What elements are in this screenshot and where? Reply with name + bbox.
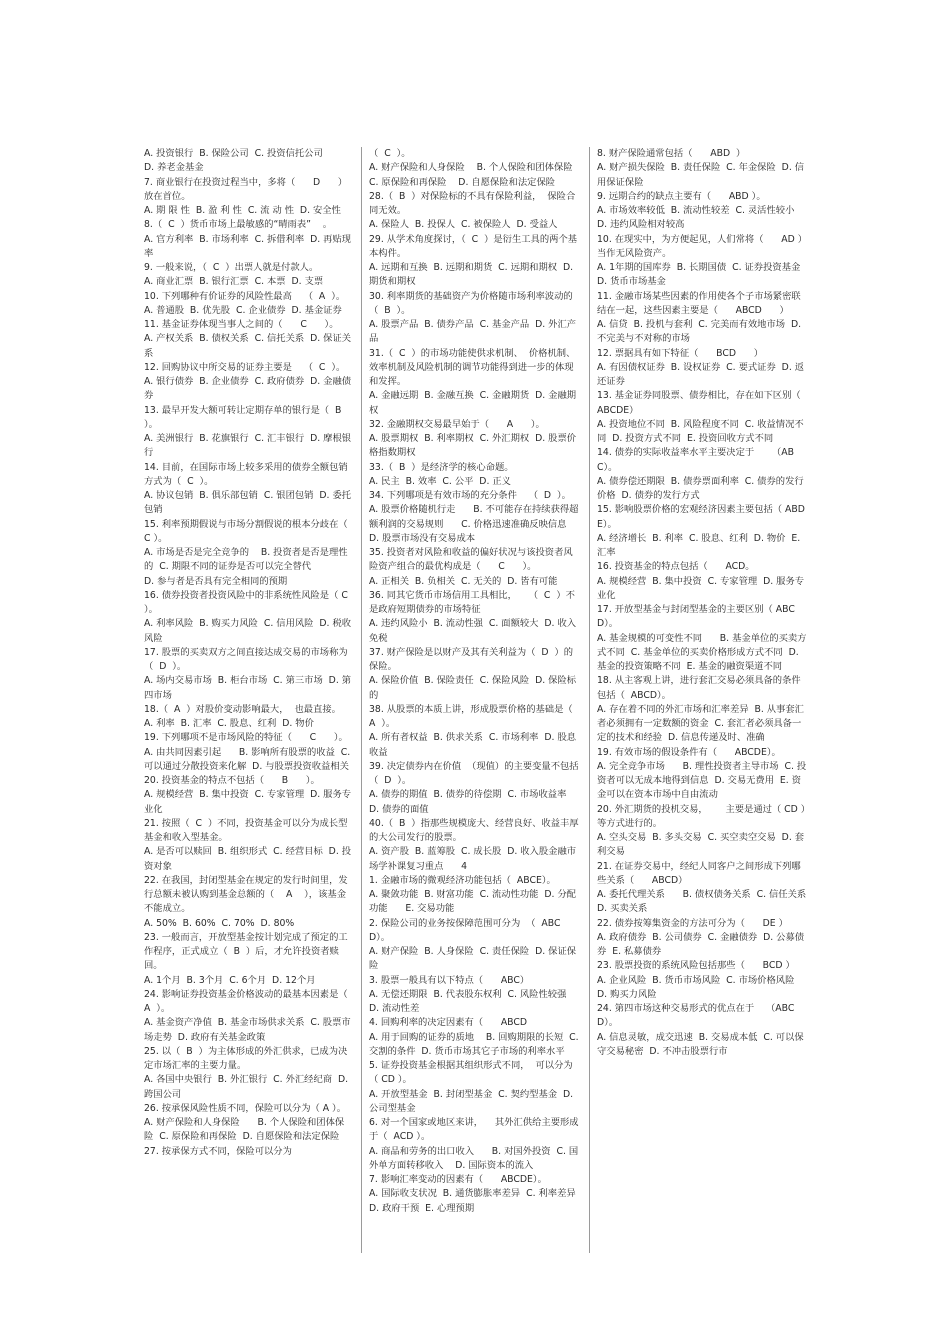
text-line: A. 远期和互换 B. 远期和期货 C. 远期和期权 D. 期货和期权 xyxy=(369,262,577,288)
text-line: A. 利率 B. 汇率 C. 股息、红利 D. 物价 xyxy=(144,718,314,729)
text-line: 33.（ B ）是经济学的核心命题。 xyxy=(369,461,514,473)
text-line: A. 无偿还期限 B. 代表股东权利 C. 风险性较强 D. 流动性差 xyxy=(369,988,573,1014)
text-line: 11. 金融市场某些因素的作用使各个子市场紧密联结在一起，这些因素主要是（ ABCD ） xyxy=(597,290,801,316)
text-column-2 xyxy=(369,147,582,1216)
text-line: 24. 影响证券投资基金价格波动的最基本因素是（ A ）。 xyxy=(144,988,354,1014)
text-line: A. 民主 B. 效率 C. 公平 D. 正义 xyxy=(369,475,511,487)
text-line: 30. 利率期货的基础资产为价格随市场利率波动的（ B ）。 xyxy=(369,290,573,316)
text-line: A. 由共同因素引起 B. 影响所有股票的收益 C. 可以通过分散投资来化解 D. 与股票投资收益相关 xyxy=(144,746,354,772)
text-line: A. 存在着不同的外汇市场和汇率差异 B. 从事套汇者必须拥有一定数额的资金 C. 套汇者必须具备一定的技术和经验 D. 信息传递及时、准确 xyxy=(597,703,804,744)
text-line: A. 商业汇票 B. 银行汇票 C. 本票 D. 支票 xyxy=(144,276,324,288)
text-line: A. 信息灵敏，成交迅速 B. 交易成本低 C. 可以保守交易秘密 D. 不冲击股票行市 xyxy=(597,1031,804,1057)
text-line: 10. 下列哪种有价证券的风险性最高 （ A ）。 xyxy=(144,290,346,302)
text-line: A. 有因债权证券 B. 设权证券 C. 要式证券 D. 返还证券 xyxy=(597,361,805,387)
text-line: 17. 开放型基金与封闭型基金的主要区别（ ABCD）。 xyxy=(597,604,795,630)
text-column-3 xyxy=(597,147,813,1059)
text-line: （ C ）。 xyxy=(369,148,411,159)
text-line: A. 金融远期 B. 金融互换 C. 金融期货 D. 金融期权 xyxy=(369,390,577,416)
text-line: A. 美洲银行 B. 花旗银行 C. 汇丰银行 D. 摩根银行 xyxy=(144,433,352,459)
text-line: 15. 利率预期假说与市场分割假说的根本分歧在（ C ）。 xyxy=(144,518,351,544)
text-line: 39. 决定债券内在价值 （现值）的主要变量不包括（ D ）。 xyxy=(369,760,579,786)
text-line: A. 50% B. 60% C. 70% D. 80% xyxy=(144,917,295,929)
text-line: 12. 回购协议中所交易的证券主要是 （ C ）。 xyxy=(144,361,346,373)
text-line: A. 完全竞争市场 B. 理性投资者主导市场 C. 投资者可以无成本地得到信息 D. 交易无费用 E. 资金可以在资本市场中自由流动 xyxy=(597,760,807,801)
text-line: 5. 证券投资基金根据其组织形式不同， 可以分为（ CD ）。 xyxy=(369,1060,573,1086)
text-line: 13. 最早开发大额可转让定期存单的银行是（ B ）。 xyxy=(144,404,348,430)
text-line: 6. 对一个国家或地区来讲， 其外汇供给主要形成于（ ACD ）。 xyxy=(369,1117,579,1143)
text-line: A. 利率风险 B. 购买力风险 C. 信用风险 D. 税收风险 xyxy=(144,618,352,644)
column-divider xyxy=(589,147,590,1253)
text-line: 23. 股票投资的系统风险包括那些（ BCD ） xyxy=(597,960,795,972)
text-line: 16. 投资基金的特点包括（ ACD。 xyxy=(597,561,755,573)
text-line: 25. 以（ B ）为主体形成的外汇供求，已成为决定市场汇率的主要力量。 xyxy=(144,1045,348,1071)
text-line: A. 开放型基金 B. 封闭型基金 C. 契约型基金 D. 公司型基金 xyxy=(369,1088,577,1114)
text-line: A. 银行债券 B. 企业债券 C. 政府债券 D. 金融债券 xyxy=(144,376,352,402)
text-line: A. 商品和劳务的出口收入 B. 对国外投资 C. 国外单方面转移收入 D. 国际资本的流入 xyxy=(369,1145,579,1171)
text-line: A. 市场效率较低 B. 流动性较差 C. 灵活性较小 D. 违约风险相对较高 xyxy=(597,205,801,231)
text-line: A. 国际收支状况 B. 通货膨胀率差异 C. 利率差异 D. 政府干预 E. 心理预期 xyxy=(369,1188,582,1214)
text-line: 22. 债券按筹集资金的方法可分为（ DE ） xyxy=(597,917,788,929)
text-line: 36. 同其它货币市场信用工具相比， （ C ）不是政府短期债券的市场特征 xyxy=(369,589,575,615)
text-line: A. 财产保险和人身保险 B. 个人保险和团体保险 C. 原保险和再保险 D. 自愿保险和法定保险 xyxy=(144,1117,345,1143)
text-line: 37. 财产保险是以财产及其有关利益为（ D ）的保险。 xyxy=(369,646,574,672)
text-line: A. 基金规模的可变性不同 B. 基金单位的买卖方式不同 C. 基金单位的买卖价格形成方式不同 D. 基金的投资策略不同 E. 基金的融资渠道不同 xyxy=(597,632,807,672)
text-line: 14. 目前，在国际市场上较多采用的债券全额包销方式为（ C ）。 xyxy=(144,461,348,487)
text-line: A. 债券的期值 B. 债券的待偿期 C. 市场收益率 D. 债券的面值 xyxy=(369,789,573,815)
text-line: 14. 债券的实际收益率水平主要决定于 （ABC）。 xyxy=(597,447,794,473)
text-line: A. 所有者权益 B. 供求关系 C. 市场利率 D. 股息收益 xyxy=(369,732,577,758)
text-line: 9. 远期合约的缺点主要有（ ABD ）。 xyxy=(597,190,766,202)
text-line: 35. 投资者对风险和收益的偏好状况与该投资者风险资产组合的最优构成是（ C ）。 xyxy=(369,547,573,573)
text-line: A. 规模经营 B. 集中投资 C. 专家管理 D. 服务专业化 xyxy=(597,575,805,601)
text-line: A. 协议包销 B. 俱乐部包销 C. 银团包销 D. 委托包销 xyxy=(144,490,352,516)
text-line: A. 场内交易市场 B. 柜台市场 C. 第三市场 D. 第四市场 xyxy=(144,675,352,701)
text-line: 24. 第四市场这种交易形式的优点在于 （ABCD）。 xyxy=(597,1003,795,1029)
column-divider xyxy=(361,147,362,1253)
text-line: A. 企业风险 B. 货币市场风险 C. 市场价格风险 D. 购买力风险 xyxy=(597,974,801,1000)
text-line: A. 1个月 B. 3个月 C. 6个月 D. 12个月 xyxy=(144,974,316,986)
text-line: 19. 下列哪项不是市场风险的特征（ C ）。 xyxy=(144,732,348,744)
text-line: A. 1年期的国库券 B. 长期国债 C. 证券投资基金 D. 货币市场基金 xyxy=(597,262,807,288)
text-line: 34. 下列哪项是有效市场的充分条件 （ D ）。 xyxy=(369,490,571,501)
text-line: 23. 一般而言，开放型基金按计划完成了预定的工作程序，正式成立（ B ）后，才允许投资者赎回。 xyxy=(144,931,348,972)
text-line: A. 各国中央银行 B. 外汇银行 C. 外汇经纪商 D. 跨国公司 xyxy=(144,1074,352,1100)
text-line: 31.（ C ）的市场功能使供求机制、 价格机制、效率机制及风险机制的调节功能得到进一步的体现和发挥。 xyxy=(369,347,576,387)
text-line: A. 违约风险小 B. 流动性强 C. 面额较大 D. 收入免税 xyxy=(369,618,577,644)
text-line: 9. 一般来说，（ C ）出票人就是付款人。 xyxy=(144,262,319,273)
text-line: 19. 有效市场的假设条件有（ ABCDE）。 xyxy=(597,746,781,758)
text-line: 7. 商业银行在投资过程当中，多将（ D ）放在首位。 xyxy=(144,176,348,202)
text-line: 40.（ B ）指那些规模庞大、经营良好、收益丰厚的大公司发行的股票。 xyxy=(369,817,579,843)
text-line: D. 养老金基金 xyxy=(144,162,204,174)
text-line: A. 资产股 B. 蓝筹股 C. 成长股 D. 收入股金融市场学补课复习重点 4 xyxy=(369,846,577,872)
text-line: A. 财产保险 B. 人身保险 C. 责任保险 D. 保证保险 xyxy=(369,946,577,972)
text-line: A. 股票价格随机行走 B. 不可能存在持续获得超额利润的交易规则 C. 价格迅速准确反映信息 D. 股票市场没有交易成本 xyxy=(369,504,579,544)
text-line: 38. 从股票的本质上讲，形成股票价格的基础是（ A ）。 xyxy=(369,703,579,729)
text-line: 26. 按承保风险性质不同，保险可以分为（ A ）。 xyxy=(144,1102,347,1114)
text-line: A. 用于回购的证券的质地 B. 回购期限的长短 C. 交割的条件 D. 货币市场其它子市场的利率水平 xyxy=(369,1031,582,1057)
text-line: A. 股票期权 B. 利率期权 C. 外汇期权 D. 股票价格指数期权 xyxy=(369,433,577,459)
text-line: 10. 在现实中，为方便起见，人们常将（ AD ）当作无风险资产。 xyxy=(597,233,807,259)
text-line: 16. 债券投资者投资风险中的非系统性风险是（ C ）。 xyxy=(144,589,351,615)
text-line: 18.（ A ）对股价变动影响最大， 也最直接。 xyxy=(144,703,341,715)
text-line: 15. 影响股票价格的宏观经济因素主要包括（ ABDE）。 xyxy=(597,504,805,530)
text-line: A. 聚敛功能 B. 财富功能 C. 流动性功能 D. 分配功能 E. 交易功能 xyxy=(369,889,577,915)
text-line: 22. 在我国，封闭型基金在规定的发行时间里，发行总额未被认购到基金总额的（ A ），该基金不能成立。 xyxy=(144,874,348,915)
text-line: A. 保险人 B. 投保人 C. 被保险人 D. 受益人 xyxy=(369,219,558,231)
text-line: 1. 金融市场的微观经济功能包括（ ABCE）。 xyxy=(369,874,556,886)
text-line: A. 信贷 B. 投机与套利 C. 完美而有效地市场 D. 不完美与不对称的市场 xyxy=(597,319,805,345)
text-line: 27. 按承保方式不同，保险可以分为 xyxy=(144,1145,292,1157)
text-line: 21. 在证券交易中，经纪人同客户之间形成下列哪些关系（ ABCD） xyxy=(597,860,801,886)
text-line: A. 官方利率 B. 市场利率 C. 拆借利率 D. 再贴现率 xyxy=(144,233,352,259)
text-line: 32. 金融期权交易最早始于（ A ）。 xyxy=(369,418,545,430)
text-line: A. 普通股 B. 优先股 C. 企业债券 D. 基金证券 xyxy=(144,304,342,316)
text-line: 8.（ C ）货币市场上最敏感的“晴雨表” 。 xyxy=(144,219,333,231)
text-line: 13. 基金证券同股票、债券相比，存在如下区别（ ABCDE） xyxy=(597,390,804,416)
text-line: 21. 按照（ C ）不同，投资基金可以分为成长型基金和收入型基金。 xyxy=(144,817,348,843)
text-line: 28.（ B ）对保险标的不具有保险利益， 保险合同无效。 xyxy=(369,190,576,216)
text-line: A. 是否可以赎回 B. 组织形式 C. 经营目标 D. 投资对象 xyxy=(144,846,352,872)
text-line: A. 规模经营 B. 集中投资 C. 专家管理 D. 服务专业化 xyxy=(144,789,352,815)
text-line: 8. 财产保险通常包括（ ABD ） xyxy=(597,148,746,159)
text-line: 20. 投资基金的特点不包括（ B ）。 xyxy=(144,775,320,786)
text-line: 18. 从主客观上讲，进行套汇交易必须具备的条件包括（ ABCD）。 xyxy=(597,675,801,701)
text-line: 7. 影响汇率变动的因素有（ ABCDE）。 xyxy=(369,1174,547,1185)
text-line: A. 投资地位不同 B. 风险程度不同 C. 收益情况不同 D. 投资方式不同 E. 投资回收方式不同 xyxy=(597,418,804,444)
text-line: A. 政府债券 B. 公司债券 C. 金融债券 D. 公募债券 E. 私募债券 xyxy=(597,931,805,957)
text-column-1 xyxy=(144,147,352,1159)
text-line: A. 投资银行 B. 保险公司 C. 投资信托公司 xyxy=(144,148,323,159)
text-line: 4. 回购利率的决定因素有（ ABCD xyxy=(369,1017,528,1029)
text-line: A. 保险价值 B. 保险责任 C. 保险风险 D. 保险标的 xyxy=(369,675,577,701)
text-line: 3. 股票一般具有以下特点（ ABC） xyxy=(369,974,530,986)
text-line: A. 正相关 B. 负相关 C. 无关的 D. 皆有可能 xyxy=(369,575,558,587)
text-line: A. 产权关系 B. 债权关系 C. 信托关系 D. 保证关系 xyxy=(144,333,352,359)
text-line: A. 市场是否是完全竞争的 B. 投资者是否是理性的 C. 期限不同的证券是否可以完全替代 xyxy=(144,547,348,573)
text-line: 11. 基金证券体现当事人之间的（ C ）。 xyxy=(144,319,339,330)
text-line: A. 基金资产净值 B. 基金市场供求关系 C. 股票市场走势 D. 政府有关基金政策 xyxy=(144,1017,351,1043)
text-line: 17. 股票的买卖双方之间直接达成交易的市场称为（ D ）。 xyxy=(144,646,348,672)
text-line: D. 参与者是否具有完全相同的预期 xyxy=(144,575,288,587)
text-line: A. 空头交易 B. 多头交易 C. 买空卖空交易 D. 套利交易 xyxy=(597,832,805,858)
text-line: 2. 保险公司的业务按保障范围可分为 （ ABCD）。 xyxy=(369,917,561,943)
text-line: A. 财产保险和人身保险 B. 个人保险和团体保险 C. 原保险和再保险 D. 自愿保险和法定保险 xyxy=(369,162,579,188)
text-line: A. 债券偿还期限 B. 债券票面利率 C. 债券的发行价格 D. 债券的发行方式 xyxy=(597,475,804,501)
text-line: A. 股票产品 B. 债券产品 C. 基金产品 D. 外汇产品 xyxy=(369,319,577,345)
text-line: A. 期 限 性 B. 盈 利 性 C. 流 动 性 D. 安全性 xyxy=(144,205,341,216)
text-line: 29. 从学术角度探讨，（ C ）是衍生工具的两个基本构件。 xyxy=(369,233,578,259)
text-line: A. 经济增长 B. 利率 C. 股息、红利 D. 物价 E. 汇率 xyxy=(597,532,804,558)
text-line: A. 财产损失保险 B. 责任保险 C. 年金保险 D. 信用保证保险 xyxy=(597,162,805,188)
text-line: A. 委托代理关系 B. 债权债务关系 C. 信任关系 D. 买卖关系 xyxy=(597,889,813,915)
text-line: 20. 外汇期货的投机交易， 主要是通过（ CD ）等方式进行的。 xyxy=(597,803,806,829)
text-line: 12. 票据具有如下特征（ BCD ） xyxy=(597,347,764,359)
